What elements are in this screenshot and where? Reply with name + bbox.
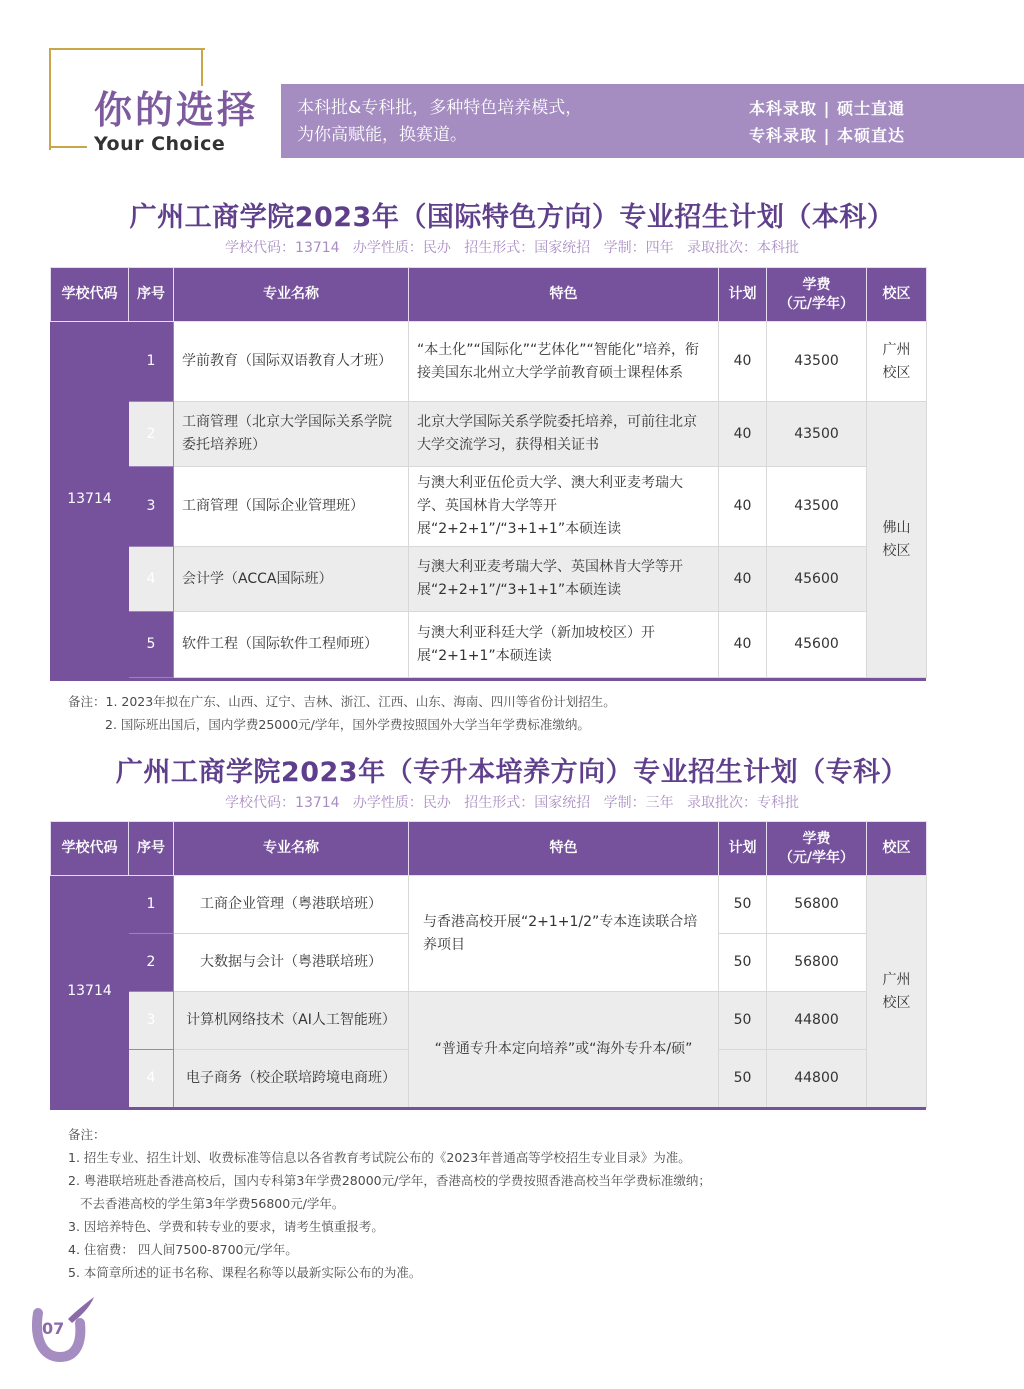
table-note: 备注：1. 2023年拟在广东、山西、辽宁、吉林、浙江、江西、山东、海南、四川等省份计划招生。 bbox=[68, 694, 616, 709]
tuition-fee: 43500 bbox=[767, 467, 867, 547]
column-header: 校区 bbox=[867, 268, 927, 322]
school-code-cell: 13714 bbox=[51, 322, 129, 678]
major-feature: “普通专升本定向培养”或“海外专升本/硕” bbox=[409, 992, 719, 1108]
page-title: 你的选择 bbox=[94, 88, 259, 132]
column-header: 专业名称 bbox=[174, 822, 409, 876]
tuition-fee: 44800 bbox=[767, 1050, 867, 1108]
campus-cell: 佛山 校区 bbox=[867, 402, 927, 678]
table-bottom-rule bbox=[50, 1107, 926, 1110]
row-number: 4 bbox=[129, 547, 174, 612]
tuition-fee: 45600 bbox=[767, 612, 867, 678]
banner-highlights bbox=[749, 95, 905, 149]
table-note: 4. 住宿费： 四人间7500-8700元/学年。 bbox=[68, 1242, 298, 1257]
column-header: 特色 bbox=[409, 822, 719, 876]
table-row bbox=[51, 612, 927, 678]
table-row bbox=[51, 876, 927, 934]
school-code-cell: 13714 bbox=[51, 876, 129, 1108]
major-feature: “本土化”“国际化”“艺体化”“智能化”培养，衔接美国东北州立大学学前教育硕士课程体系 bbox=[409, 322, 719, 402]
table-row bbox=[51, 547, 927, 612]
tuition-fee: 56800 bbox=[767, 934, 867, 992]
page-number: 07 bbox=[42, 1319, 65, 1338]
banner-slogan-line: 为你高赋能，换赛道。 bbox=[297, 125, 467, 145]
column-header: 学校代码 bbox=[51, 268, 129, 322]
table-header-row bbox=[51, 268, 927, 322]
column-header: 专业名称 bbox=[174, 268, 409, 322]
plan-count: 40 bbox=[719, 322, 767, 402]
plan-count: 40 bbox=[719, 402, 767, 467]
major-name: 工商管理（北京大学国际关系学院委托培养班） bbox=[174, 402, 409, 467]
section-subtitle-junior-college: 学校代码：13714 办学性质：民办 招生形式：国家统招 学制：三年 录取批次：专科批 bbox=[225, 795, 799, 811]
major-feature: 与香港高校开展“2+1+1/2”专本连读联合培养项目 bbox=[409, 876, 719, 992]
major-name: 计算机网络技术（AI人工智能班） bbox=[174, 992, 409, 1050]
column-header: 校区 bbox=[867, 822, 927, 876]
major-feature: 与澳大利亚科廷大学（新加坡校区）开展“2+1+1”本硕连读 bbox=[409, 612, 719, 678]
row-number: 2 bbox=[129, 402, 174, 467]
major-feature: 与澳大利亚伍伦贡大学、澳大利亚麦考瑞大学、英国林肯大学等开展“2+2+1”/“3+1+1”本硕连读 bbox=[409, 467, 719, 547]
undergraduate-plan-table bbox=[50, 267, 927, 678]
campus-cell: 广州 校区 bbox=[867, 876, 927, 1108]
column-header: 学校代码 bbox=[51, 822, 129, 876]
plan-count: 50 bbox=[719, 876, 767, 934]
table-note: 5. 本简章所述的证书名称、课程名称等以最新实际公布的为准。 bbox=[68, 1265, 422, 1280]
major-name: 工商企业管理（粤港联培班） bbox=[174, 876, 409, 934]
row-number: 1 bbox=[129, 876, 174, 934]
major-name: 软件工程（国际软件工程师班） bbox=[174, 612, 409, 678]
row-number: 1 bbox=[129, 322, 174, 402]
major-feature: 与澳大利亚麦考瑞大学、英国林肯大学等开展“2+2+1”/“3+1+1”本硕连读 bbox=[409, 547, 719, 612]
column-header: 计划 bbox=[719, 822, 767, 876]
tuition-fee: 44800 bbox=[767, 992, 867, 1050]
banner-highlight-line: 专科录取 | 本硕直达 bbox=[749, 126, 905, 145]
tuition-fee: 45600 bbox=[767, 547, 867, 612]
table-note: 不去香港高校的学生第3年学费56800元/学年。 bbox=[80, 1196, 345, 1211]
tuition-fee: 43500 bbox=[767, 322, 867, 402]
plan-count: 40 bbox=[719, 467, 767, 547]
plan-count: 50 bbox=[719, 992, 767, 1050]
table-row bbox=[51, 992, 927, 1050]
table-row bbox=[51, 322, 927, 402]
junior-college-plan-table bbox=[50, 821, 927, 1108]
column-header: 学费 （元/学年） bbox=[767, 822, 867, 876]
major-name: 电子商务（校企联培跨境电商班） bbox=[174, 1050, 409, 1108]
table-note: 2. 粤港联培班赴香港高校后，国内专科第3年学费28000元/学年，香港高校的学费按照香港高校当年学费标准缴纳； bbox=[68, 1173, 711, 1188]
table-header-row bbox=[51, 822, 927, 876]
row-number: 5 bbox=[129, 612, 174, 678]
table-row bbox=[51, 467, 927, 547]
row-number: 2 bbox=[129, 934, 174, 992]
campus-cell: 广州 校区 bbox=[867, 322, 927, 402]
section-subtitle-undergraduate: 学校代码：13714 办学性质：民办 招生形式：国家统招 学制：四年 录取批次：本科批 bbox=[225, 240, 799, 256]
header-frame-decoration bbox=[201, 48, 203, 86]
section-title-junior-college: 广州工商学院2023年（专升本培养方向）专业招生计划（专科） bbox=[115, 757, 909, 788]
header-banner bbox=[281, 84, 1024, 158]
major-name: 会计学（ACCA国际班） bbox=[174, 547, 409, 612]
tuition-fee: 43500 bbox=[767, 402, 867, 467]
banner-highlight-line: 本科录取 | 硕士直通 bbox=[749, 99, 905, 118]
row-number: 3 bbox=[129, 992, 174, 1050]
banner-slogan-line: 本科批&专科批，多种特色培养模式， bbox=[297, 98, 583, 118]
table-bottom-rule bbox=[50, 678, 926, 681]
plan-count: 40 bbox=[719, 612, 767, 678]
row-number: 4 bbox=[129, 1050, 174, 1108]
major-name: 学前教育（国际双语教育人才班） bbox=[174, 322, 409, 402]
plan-count: 50 bbox=[719, 1050, 767, 1108]
table-row bbox=[51, 402, 927, 467]
column-header: 学费 （元/学年） bbox=[767, 268, 867, 322]
column-header: 计划 bbox=[719, 268, 767, 322]
major-name: 工商管理（国际企业管理班） bbox=[174, 467, 409, 547]
header-underline-decoration bbox=[49, 146, 87, 148]
table-note: 3. 因培养特色、学费和转专业的要求，请考生慎重报考。 bbox=[68, 1219, 384, 1234]
plan-count: 40 bbox=[719, 547, 767, 612]
table-note: 备注： bbox=[68, 1127, 106, 1142]
table-note: 2. 国际班出国后，国内学费25000元/学年，国外学费按照国外大学当年学费标准缴纳。 bbox=[105, 717, 590, 732]
table-note: 1. 招生专业、招生计划、收费标准等信息以各省教育考试院公布的《2023年普通高等学校招生专业目录》为准。 bbox=[68, 1150, 691, 1165]
banner-slogan bbox=[297, 95, 582, 149]
plan-count: 50 bbox=[719, 934, 767, 992]
section-title-undergraduate: 广州工商学院2023年（国际特色方向）专业招生计划（本科） bbox=[129, 202, 895, 233]
page-title-english: Your Choice bbox=[94, 133, 226, 155]
tuition-fee: 56800 bbox=[767, 876, 867, 934]
column-header: 特色 bbox=[409, 268, 719, 322]
major-name: 大数据与会计（粤港联培班） bbox=[174, 934, 409, 992]
major-feature: 北京大学国际关系学院委托培养，可前往北京大学交流学习，获得相关证书 bbox=[409, 402, 719, 467]
row-number: 3 bbox=[129, 467, 174, 547]
column-header: 序号 bbox=[129, 268, 174, 322]
column-header: 序号 bbox=[129, 822, 174, 876]
